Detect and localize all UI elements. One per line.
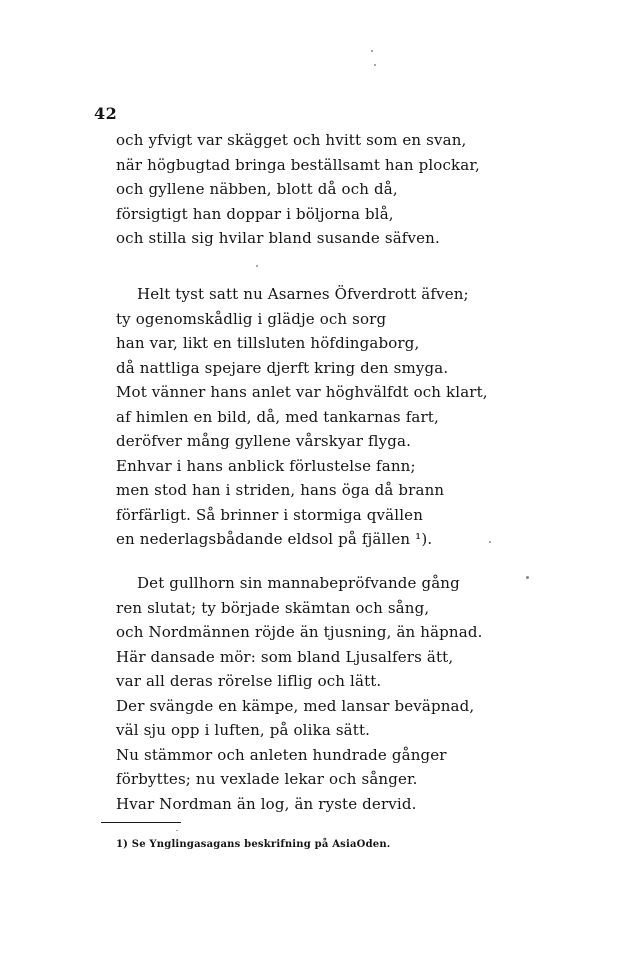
poem-line: Mot vänner hans anlet var höghvälfdt och klart,	[116, 383, 488, 401]
poem-line: han var, likt en tillsluten höfdingaborg,	[116, 334, 420, 352]
footnote: 1) Se Ynglingasagans beskrifning på AsiaOden.	[116, 839, 391, 850]
scan-speck	[176, 830, 178, 831]
poem-line: och yfvigt var skägget och hvitt som en svan,	[116, 131, 467, 149]
poem-line: och Nordmännen röjde än tjusning, än häpnad.	[116, 623, 483, 641]
footnote-divider	[101, 822, 181, 823]
poem-line: deröfver mång gyllene vårskyar flyga.	[116, 432, 411, 450]
poem-line: ty ogenomskådlig i glädje och sorg	[116, 309, 387, 328]
poem-line: Nu stämmor och anleten hundrade gånger	[116, 745, 447, 764]
poem-line: Här dansade mör: som bland Ljusalfers ätt,	[116, 647, 454, 666]
poem-line: och gyllene näbben, blott då och då,	[116, 180, 398, 198]
poem-line: en nederlagsbådande eldsol på fjällen ¹).	[116, 530, 433, 548]
poem-line: när högbugtad bringa beställsamt han plockar,	[116, 155, 480, 174]
poem-line: Hvar Nordman än log, än ryste dervid.	[116, 794, 417, 813]
poem-line: Der svängde en kämpe, med lansar beväpnad,	[116, 696, 475, 715]
poem-line: Enhvar i hans anblick förlustelse fann;	[116, 456, 416, 475]
stanza-2	[116, 282, 488, 552]
poem-line: då nattliga spejare djerft kring den smyga.	[116, 358, 449, 377]
poem-line: och stilla sig hvilar bland susande säfven.	[116, 229, 440, 247]
poem-line: väl sju opp i luften, på olika sätt.	[116, 721, 371, 739]
scan-speck	[371, 50, 373, 52]
scan-speck	[526, 576, 529, 579]
scan-speck	[374, 64, 376, 66]
poem-line: af himlen en bild, då, med tankarnas fart,	[116, 407, 439, 426]
scan-speck	[256, 265, 258, 267]
stanza-3	[116, 571, 483, 816]
poem-line: Helt tyst satt nu Asarnes Öfverdrott äfven;	[137, 285, 469, 303]
scan-speck	[489, 541, 491, 543]
page-number: 42	[94, 104, 118, 123]
poem-line: men stod han i striden, hans öga då brann	[116, 481, 445, 499]
poem-line: Det gullhorn sin mannabepröfvande gång	[137, 574, 460, 592]
stanza-1	[116, 128, 480, 251]
poem-line: förbyttes; nu vexlade lekar och sånger.	[116, 770, 418, 788]
poem-line: förfärligt. Så brinner i stormiga qvällen	[116, 505, 423, 524]
poem-line: var all deras rörelse liflig och lätt.	[116, 672, 382, 690]
poem-line: försigtigt han doppar i böljorna blå,	[116, 204, 394, 223]
poem-line: ren slutat; ty började skämtan och sång,	[116, 598, 430, 617]
